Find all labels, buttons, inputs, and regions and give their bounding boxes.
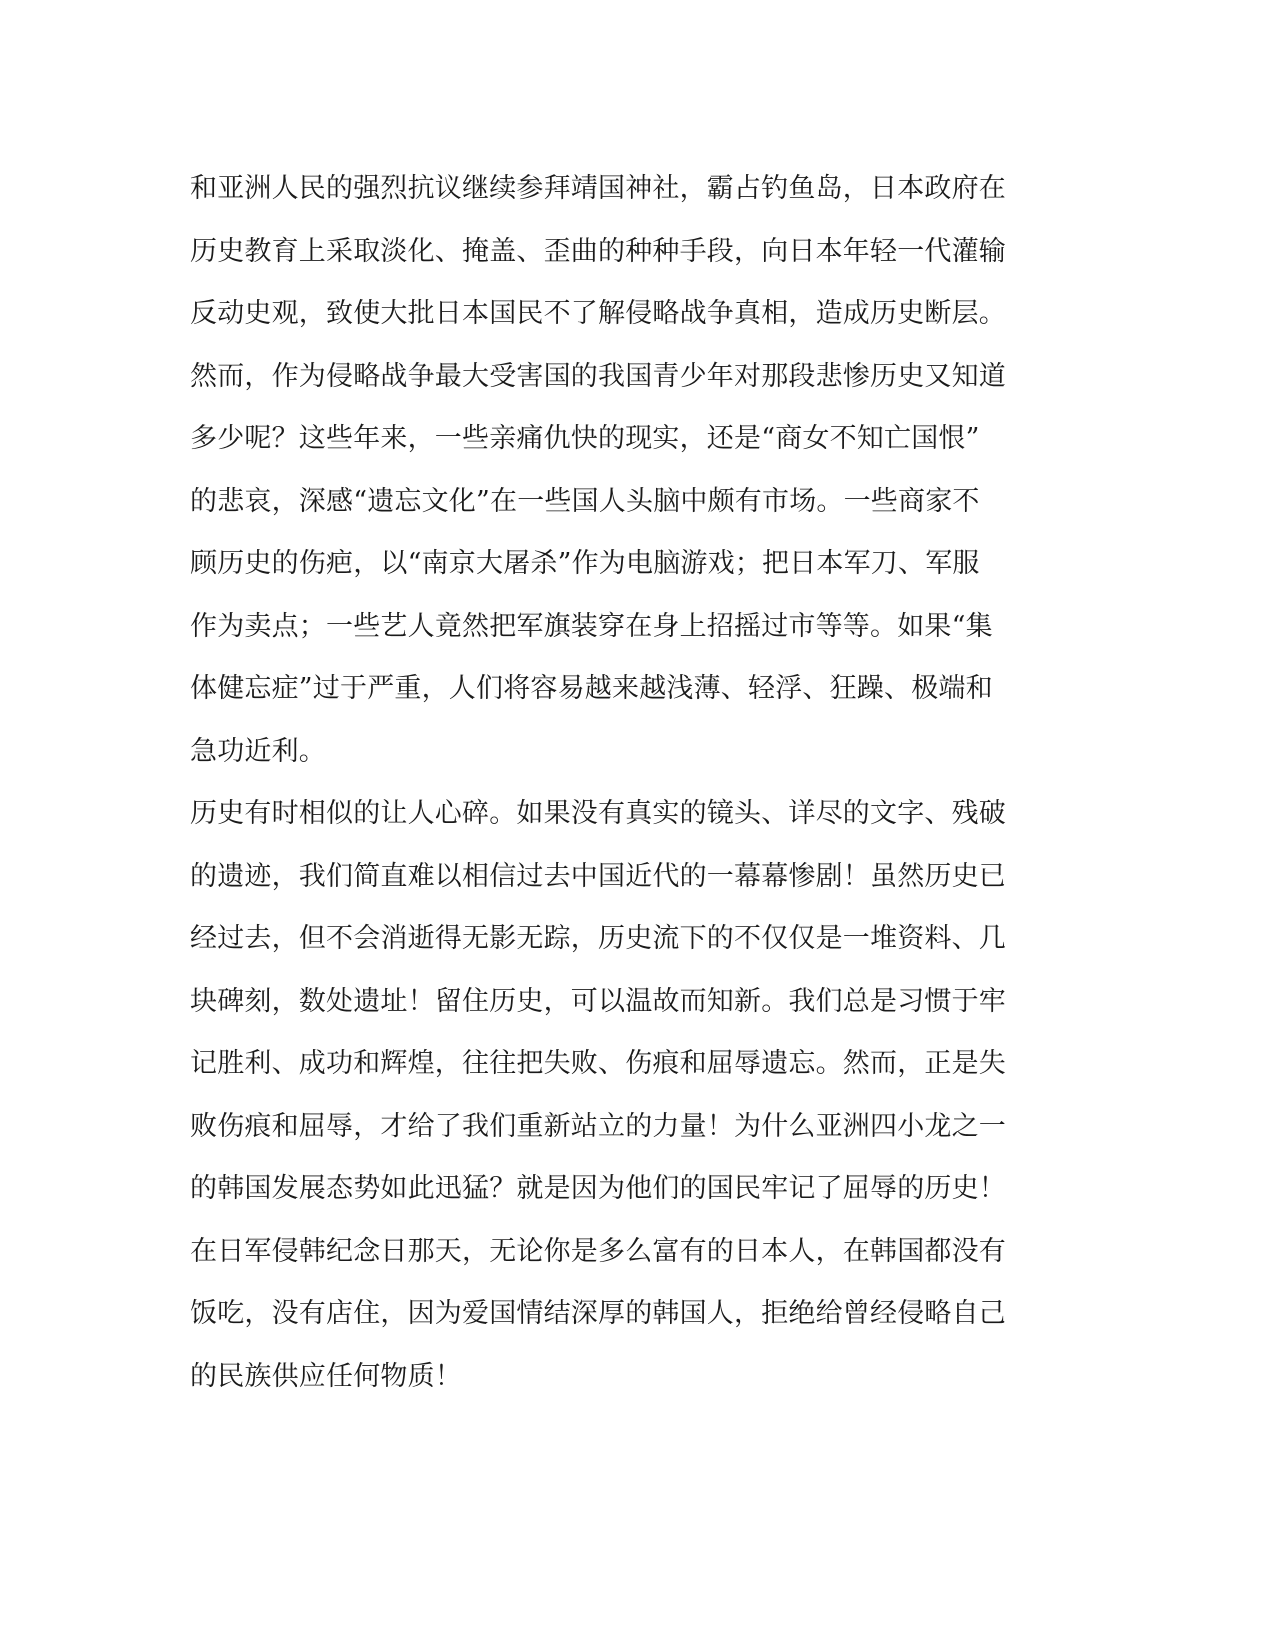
- text-line: 败伤痕和屈辱，才给了我们重新站立的力量！为什么亚洲四小龙之一: [190, 1110, 1006, 1142]
- text-line: 的韩国发展态势如此迅猛？就是因为他们的国民牢记了屈辱的历史！: [190, 1173, 1006, 1204]
- text-line: 在日军侵韩纪念日那天，无论你是多么富有的日本人，在韩国都没有: [190, 1235, 1006, 1267]
- text-line: 经过去，但不会消逝得无影无踪，历史流下的不仅仅是一堆资料、几: [190, 923, 1006, 954]
- text-line: 历史教育上采取淡化、掩盖、歪曲的种种手段，向日本年轻一代灌输: [190, 235, 1006, 267]
- text-line: 的遗迹，我们简直难以相信过去中国近代的一幕幕惨剧！虽然历史已: [190, 860, 1006, 892]
- text-line: 的民族供应任何物质！: [190, 1360, 462, 1392]
- text-line: 历史有时相似的让人心碎。如果没有真实的镜头、详尽的文字、残破: [190, 798, 1006, 829]
- text-line: 记胜利、成功和辉煌，往往把失败、伤痕和屈辱遗忘。然而，正是失: [190, 1048, 1006, 1079]
- text-line: 块碑刻，数处遗址！留住历史，可以温故而知新。我们总是习惯于牢: [190, 985, 1006, 1017]
- text-line: 和亚洲人民的强烈抗议继续参拜靖国神社，霸占钓鱼岛，日本政府在: [190, 173, 1006, 204]
- text-line: 多少呢？这些年来，一些亲痛仇快的现实，还是“商女不知亡国恨”: [190, 423, 980, 454]
- text-line: 饭吃，没有店住，因为爱国情结深厚的韩国人，拒绝给曾经侵略自己: [190, 1298, 1006, 1329]
- text-line: 的悲哀，深感“遗忘文化”在一些国人头脑中颇有市场。一些商家不: [190, 485, 980, 517]
- text-line: 急功近利。: [190, 735, 326, 767]
- text-line: 反动史观，致使大批日本国民不了解侵略战争真相，造成历史断层。: [190, 298, 1006, 329]
- text-line: 体健忘症”过于严重，人们将容易越来越浅薄、轻浮、狂躁、极端和: [190, 673, 993, 704]
- text-line: 作为卖点；一些艺人竟然把军旗装穿在身上招摇过市等等。如果“集: [190, 610, 993, 642]
- text-line: 然而，作为侵略战争最大受害国的我国青少年对那段悲惨历史又知道: [190, 360, 1006, 392]
- text-line: 顾历史的伤疤，以“南京大屠杀”作为电脑游戏；把日本军刀、军服: [190, 548, 980, 579]
- body-text: [190, 158, 1050, 1408]
